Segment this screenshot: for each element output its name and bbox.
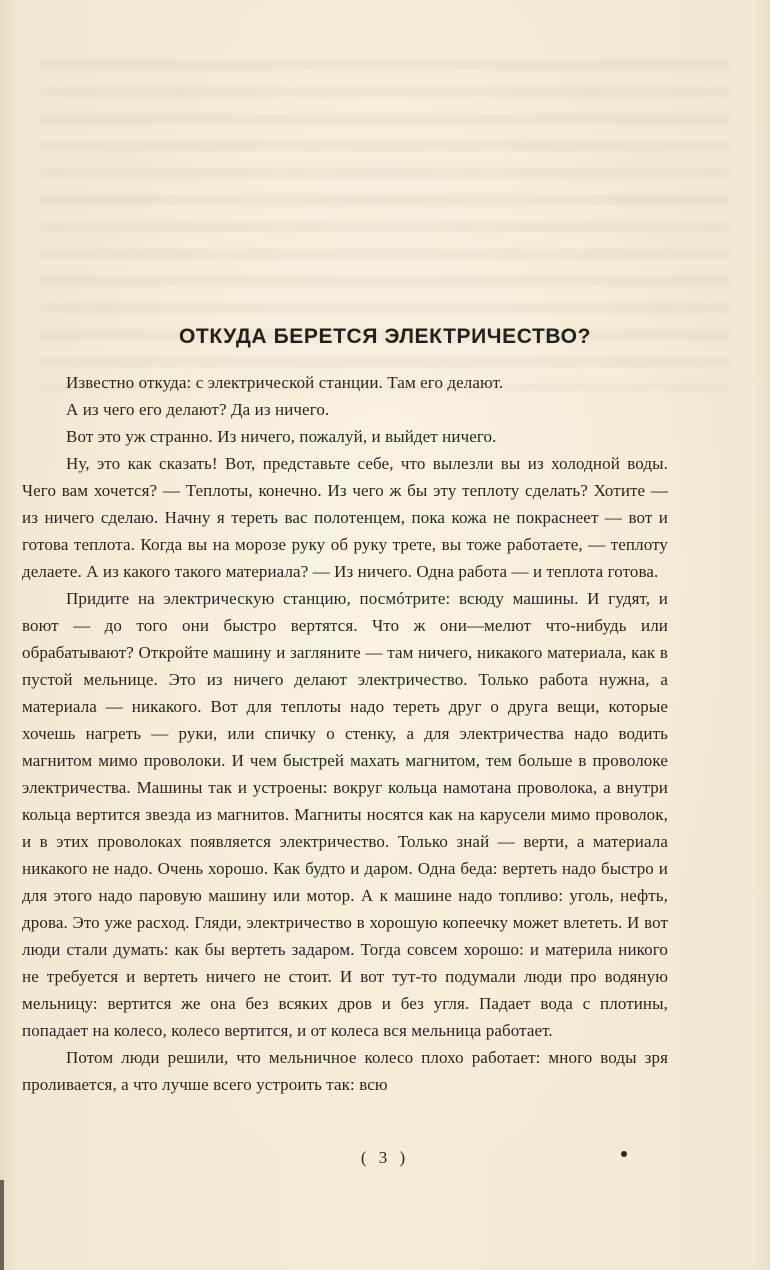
chapter-title: ОТКУДА БЕРЕТСЯ ЭЛЕКТРИЧЕСТВО? bbox=[178, 325, 592, 348]
body-text bbox=[22, 369, 668, 1098]
paragraph: Потом люди решили, что мельничное колесо плохо работает: много воды зря проливается, а что лучше всего устроить так: всю bbox=[22, 1048, 668, 1094]
ink-dot bbox=[621, 1151, 627, 1157]
paragraph: Ну, это как сказать! Вот, представьте себе, что вылезли вы из холодной воды. Чего вам хочется? — Теплоты, конечно. Из чего ж бы эту теплоту сделать? Хотите — из ничего сделаю. Начну я тереть вас полотенцем, пока кожа не покраснеет — вот и готова теплота. Когда вы на морозе руку об руку трете, вы тоже работаете, — теплоту делаете. А из какого такого материала? — Из ничего. Одна работа — и теплота готова. bbox=[22, 454, 668, 581]
page-number: ( 3 ) bbox=[360, 1148, 410, 1167]
paragraph: Придите на электрическую станцию, посмóтрите: всюду машины. И гудят, и воют — до того они быстро вертятся. Что ж они—мелют что-нибудь или обрабатывают? Откройте машину и загляните — там ничего, никакого материала, как в пустой мельнице. Это из ничего делают электричество. Только работа нужна, а материала — никакого. Вот для теплоты надо тереть друг о друга вещи, которые хочешь нагреть — руки, или спичку о стенку, а для электричества надо водить магнитом мимо проволоки. И чем быстрей махать магнитом, тем больше в проволоке электричества. Машины так и устроены: вокруг кольца намотана проволока, а внутри кольца вертится звезда из магнитов. Магниты носятся как на карусели мимо проволок, и в этих проволоках появляется электричество. Только знай — верти, а материала никакого не надо. Очень хорошо. Как будто и даром. Одна беда: вертеть надо быстро и для этого надо паровую машину или мотор. А к машине надо топливо: уголь, нефть, дрова. Это уже расход. Гляди, электричество в хорошую копеечку может влететь. И вот люди стали думать: как бы вертеть задаром. Тогда совсем хорошо: и материла никого не требуется и вертеть ничего не стоит. И вот тут-то подумали люди про водяную мельницу: вертится же она без всяких дров и без угля. Падает вода с плотины, попадает на колесо, колесо вертится, и от колеса вся мельница работает. bbox=[22, 589, 668, 1040]
paragraph: Известно откуда: с электрической станции. Там его делают. bbox=[66, 373, 504, 392]
page-edge-shadow bbox=[0, 1180, 4, 1270]
paragraph: Вот это уж странно. Из ничего, пожалуй, и выйдет ничего. bbox=[66, 427, 497, 446]
paragraph: А из чего его делают? Да из ничего. bbox=[66, 400, 330, 419]
